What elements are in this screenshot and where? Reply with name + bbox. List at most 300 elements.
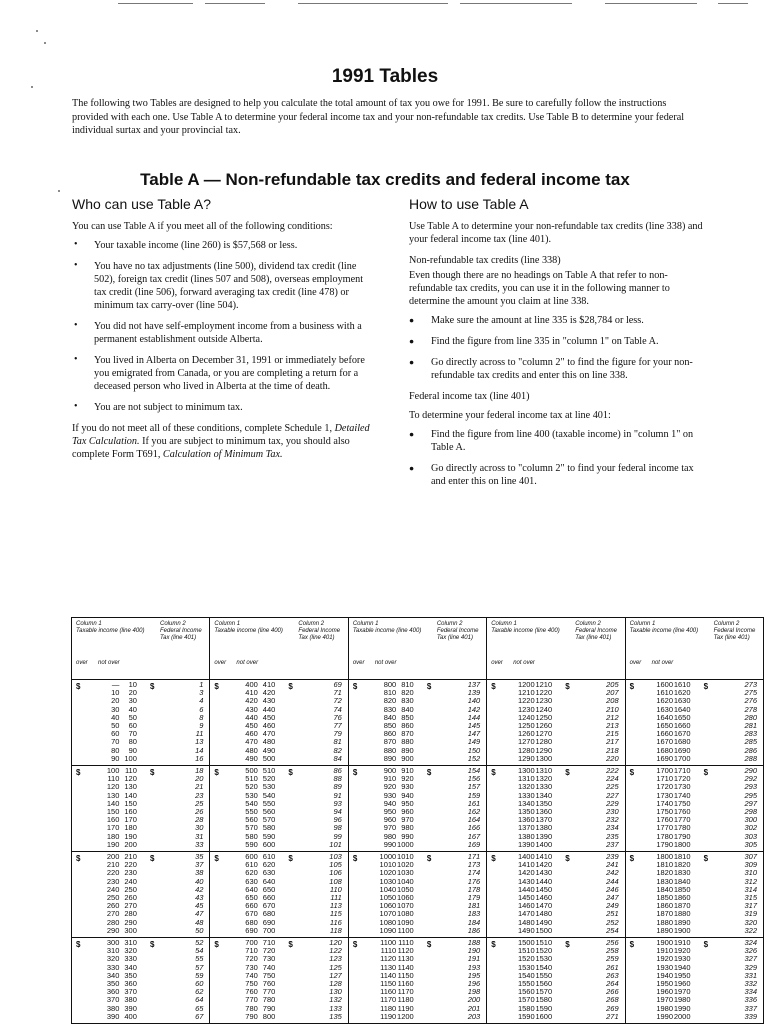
- income-not-over-cell: 1700: [673, 753, 693, 763]
- income-not-over-cell: 1260: [535, 720, 554, 730]
- income-not-over-cell: 440: [262, 704, 277, 714]
- table-row: [210, 792, 347, 800]
- income-over-cell: 1460: [517, 901, 535, 911]
- income-not-over-cell: 730: [262, 954, 277, 964]
- federal-tax-cell: 317: [744, 901, 758, 911]
- currency-sign: $: [491, 940, 496, 949]
- federal-tax-cell: 280: [744, 712, 758, 722]
- income-not-over-cell: 1060: [397, 892, 416, 902]
- federal-tax-cell: 152: [467, 753, 481, 763]
- federal-tax-cell: 322: [744, 925, 758, 935]
- income-over-cell: 250: [106, 892, 120, 902]
- income-over-cell: 1050: [379, 892, 397, 902]
- income-not-over-cell: 370: [124, 987, 139, 997]
- income-not-over-cell: 900: [401, 753, 416, 763]
- table-row: [487, 964, 624, 972]
- table-row: [210, 939, 347, 947]
- income-over-cell: 660: [245, 901, 258, 911]
- table-block: [487, 938, 624, 1024]
- income-not-over-cell: 1510: [535, 938, 554, 947]
- federal-tax-cell: 201: [467, 1003, 481, 1013]
- income-over-cell: 1560: [517, 987, 535, 997]
- not-over-label: not over: [651, 660, 674, 666]
- federal-tax-cell: 183: [467, 909, 481, 919]
- table-row: [487, 689, 624, 697]
- federal-tax-cell: 147: [467, 729, 481, 739]
- income-not-over-cell: 620: [262, 860, 277, 870]
- income-not-over-cell: 1070: [397, 901, 416, 911]
- income-over-cell: 280: [106, 917, 120, 927]
- table-row: [210, 747, 347, 755]
- income-over-cell: 900: [383, 766, 397, 775]
- table-row: [626, 927, 763, 935]
- federal-tax-cell: 14: [195, 745, 204, 755]
- income-over-cell: 860: [383, 729, 397, 739]
- table-row: [487, 706, 624, 714]
- income-not-over-cell: 1430: [535, 868, 554, 878]
- currency-sign: $: [150, 940, 155, 949]
- income-not-over-cell: 1210: [535, 680, 554, 689]
- federal-tax-cell: 81: [333, 737, 342, 747]
- table-row: [210, 824, 347, 832]
- federal-tax-cell: 88: [333, 774, 342, 784]
- federal-tax-cell: 47: [195, 909, 204, 919]
- block-rows: [210, 681, 347, 763]
- fed-heading: Federal income tax (line 401): [409, 391, 530, 402]
- income-not-over-cell: 1730: [673, 782, 693, 792]
- income-over-cell: 590: [245, 839, 258, 849]
- table-row: [210, 972, 347, 980]
- income-not-over-cell: 1650: [673, 712, 693, 722]
- table-row: [349, 939, 486, 947]
- table-row: [626, 747, 763, 755]
- federal-tax-cell: 303: [744, 831, 758, 841]
- income-over-cell: 1670: [656, 737, 674, 747]
- income-over-cell: 1170: [380, 995, 397, 1005]
- table-row: [72, 861, 209, 869]
- block-rows: [487, 939, 624, 1021]
- income-over-cell: 1600: [656, 680, 674, 689]
- federal-tax-cell: 18: [195, 766, 204, 775]
- table-row: [349, 816, 486, 824]
- table-row: [626, 841, 763, 849]
- income-over-cell: 1190: [380, 1011, 397, 1021]
- federal-tax-cell: 249: [606, 901, 619, 911]
- income-over-cell: 1320: [517, 782, 535, 792]
- income-over-cell: 190: [106, 839, 120, 849]
- over-label: over: [76, 660, 88, 666]
- income-not-over-cell: 300: [124, 925, 139, 935]
- federal-tax-cell: 106: [329, 868, 342, 878]
- table-row: [487, 775, 624, 783]
- block-rows: [210, 939, 347, 1021]
- federal-tax-cell: 128: [329, 978, 342, 988]
- table-row: [349, 714, 486, 722]
- federal-tax-cell: 52: [195, 938, 204, 947]
- income-over-cell: 610: [245, 860, 258, 870]
- who-can-use-section: [72, 198, 378, 467]
- income-over-cell: 120: [106, 782, 120, 792]
- table-row: [487, 919, 624, 927]
- income-over-cell: 850: [383, 720, 397, 730]
- federal-tax-cell: 161: [467, 798, 481, 808]
- column-2-header: [714, 621, 762, 642]
- federal-tax-cell: 144: [467, 712, 481, 722]
- income-not-over-cell: 980: [401, 823, 416, 833]
- income-over-cell: 560: [245, 815, 258, 825]
- currency-sign: $: [288, 854, 293, 863]
- income-not-over-cell: 100: [124, 753, 139, 763]
- federal-tax-cell: 266: [606, 987, 619, 997]
- table-row: [626, 964, 763, 972]
- income-over-cell: 1620: [656, 696, 674, 706]
- income-over-cell: 1610: [656, 688, 674, 698]
- table-row: [487, 927, 624, 935]
- federal-tax-cell: 162: [467, 806, 481, 816]
- federal-tax-cell: 288: [744, 753, 758, 763]
- federal-tax-cell: 176: [467, 876, 481, 886]
- income-over-cell: 1270: [517, 737, 535, 747]
- federal-tax-cell: 116: [329, 917, 342, 927]
- federal-tax-cell: 298: [744, 806, 758, 816]
- federal-tax-cell: 54: [195, 946, 204, 956]
- table-row: [487, 853, 624, 861]
- income-not-over-cell: 990: [401, 831, 416, 841]
- income-over-cell: 1360: [517, 815, 535, 825]
- income-not-over-cell: 250: [124, 884, 139, 894]
- table-row: [210, 689, 347, 697]
- income-over-cell: 780: [245, 1003, 258, 1013]
- income-not-over-cell: 570: [262, 815, 277, 825]
- table-block: [72, 680, 209, 766]
- federal-tax-cell: 268: [606, 995, 619, 1005]
- income-not-over-cell: 1010: [397, 852, 416, 861]
- income-not-over-cell: 1670: [673, 729, 693, 739]
- federal-tax-cell: 74: [333, 704, 342, 714]
- table-row: [626, 722, 763, 730]
- income-not-over-cell: 320: [124, 946, 139, 956]
- income-not-over-cell: 580: [262, 823, 277, 833]
- income-not-over-cell: 840: [401, 704, 416, 714]
- federal-tax-cell: 6: [199, 704, 204, 714]
- table-row: [349, 894, 486, 902]
- federal-tax-cell: 300: [744, 815, 758, 825]
- income-over-cell: 830: [383, 704, 397, 714]
- table-row: [349, 988, 486, 996]
- income-not-over-cell: 60: [128, 720, 139, 730]
- table-row: [210, 730, 347, 738]
- income-not-over-cell: 770: [262, 987, 277, 997]
- column-group-header: [349, 618, 486, 680]
- how-to-use-section: [409, 198, 705, 496]
- table-row: [626, 861, 763, 869]
- income-not-over-cell: 1660: [673, 720, 693, 730]
- income-over-cell: 910: [383, 774, 397, 784]
- table-row: [72, 988, 209, 996]
- income-over-cell: 160: [106, 815, 120, 825]
- column-2-desc: Federal Income Tax (line 401): [298, 628, 341, 641]
- column-1-label: Column 1: [352, 621, 379, 627]
- federal-tax-cell: 290: [744, 766, 758, 775]
- income-over-cell: 510: [245, 774, 258, 784]
- currency-sign: $: [150, 768, 155, 777]
- federal-tax-cell: 111: [330, 892, 342, 902]
- income-not-over-cell: 940: [401, 790, 416, 800]
- income-over-cell: 1960: [656, 987, 674, 997]
- column-2-label: Column 2: [713, 621, 740, 627]
- federal-tax-cell: 293: [744, 782, 758, 792]
- federal-tax-cell: 190: [467, 946, 481, 956]
- table-row: [626, 714, 763, 722]
- not-over-label: not over: [374, 660, 397, 666]
- condition-item: • You did not have self-employment income from a business with a permanent establishment outside Alberta.: [72, 320, 378, 346]
- federal-tax-cell: 164: [467, 815, 481, 825]
- income-not-over-cell: 1500: [535, 925, 554, 935]
- federal-tax-cell: 59: [195, 970, 204, 980]
- table-row: [487, 816, 624, 824]
- table-row: [487, 808, 624, 816]
- federal-tax-cell: 329: [744, 962, 758, 972]
- income-not-over-cell: 1410: [535, 852, 554, 861]
- income-over-cell: 720: [245, 954, 258, 964]
- table-row: [626, 947, 763, 955]
- currency-sign: $: [491, 768, 496, 777]
- federal-tax-cell: 336: [744, 995, 758, 1005]
- table-block: [626, 938, 763, 1024]
- income-over-cell: 690: [245, 925, 258, 935]
- federal-tax-cell: 103: [329, 852, 342, 861]
- income-not-over-cell: 1340: [535, 790, 554, 800]
- federal-tax-cell: 337: [744, 1003, 758, 1013]
- federal-tax-cell: 193: [467, 962, 481, 972]
- currency-sign: $: [288, 768, 293, 777]
- federal-tax-cell: 241: [606, 860, 619, 870]
- income-not-over-cell: 590: [262, 831, 277, 841]
- fed-step: ● Go directly across to "column 2" to find your federal income tax and enter this on line 401.: [409, 462, 705, 488]
- federal-tax-cell: 108: [329, 876, 342, 886]
- closing-form-name: Calculation of Minimum Tax.: [162, 449, 283, 460]
- block-rows: [210, 853, 347, 935]
- table-row: [210, 1005, 347, 1013]
- federal-tax-cell: 263: [606, 970, 619, 980]
- income-over-cell: 110: [107, 774, 120, 784]
- income-not-over-cell: 1150: [397, 970, 416, 980]
- credits-lead: Even though there are no headings on Table A that refer to non-refundable tax credits, you can use it in the following manner to determine the amount you claim at line 338.: [409, 270, 670, 307]
- table-row: [210, 919, 347, 927]
- income-over-cell: 810: [383, 688, 397, 698]
- federal-tax-cell: 200: [467, 995, 481, 1005]
- income-not-over-cell: 510: [262, 766, 277, 775]
- table-row: [349, 980, 486, 988]
- table-row: [210, 927, 347, 935]
- federal-tax-cell: 122: [329, 946, 342, 956]
- federal-tax-cell: 26: [195, 806, 204, 816]
- table-row: [210, 697, 347, 705]
- column-group-header: [210, 618, 347, 680]
- currency-sign: $: [352, 940, 358, 949]
- condition-item: • Your taxable income (line 260) is $57,568 or less.: [72, 239, 378, 252]
- income-not-over-cell: 1570: [535, 987, 554, 997]
- income-not-over-cell: 1350: [535, 798, 554, 808]
- table-row: [349, 755, 486, 763]
- column-2-desc: Federal Income Tax (line 401): [713, 628, 756, 641]
- income-over-cell: 100: [106, 766, 120, 775]
- income-not-over-cell: 680: [262, 909, 277, 919]
- table-row: [72, 808, 209, 816]
- scan-artifact-line: [118, 3, 193, 4]
- federal-tax-cell: 79: [333, 729, 342, 739]
- table-block: [72, 938, 209, 1024]
- column-group-header: [72, 618, 209, 680]
- table-row: [487, 824, 624, 832]
- table-column-group: [626, 618, 764, 1024]
- income-over-cell: 360: [106, 987, 120, 997]
- column-group-header: [487, 618, 624, 680]
- income-not-over-cell: 1120: [397, 946, 416, 956]
- federal-tax-cell: 307: [744, 852, 758, 861]
- table-row: [210, 886, 347, 894]
- table-row: [210, 878, 347, 886]
- income-over-cell: 330: [106, 962, 120, 972]
- income-over-cell: 770: [245, 995, 258, 1005]
- income-not-over-cell: 480: [262, 737, 277, 747]
- column-2-header: [437, 621, 485, 642]
- federal-tax-cell: 50: [195, 925, 204, 935]
- currency-sign: $: [703, 768, 709, 777]
- currency-sign: $: [426, 682, 432, 691]
- federal-tax-cell: 21: [195, 782, 204, 792]
- income-not-over-cell: 1560: [535, 978, 554, 988]
- income-not-over-cell: 970: [401, 815, 416, 825]
- table-column-group: [487, 618, 625, 1024]
- table-row: [487, 730, 624, 738]
- federal-tax-cell: 195: [467, 970, 481, 980]
- table-row: [626, 980, 763, 988]
- income-over-cell: 1450: [517, 892, 535, 902]
- table-a-title: Table A — Non-refundable tax credits and federal income tax: [140, 170, 630, 189]
- income-over-cell: 140: [106, 798, 120, 808]
- federal-tax-cell: 230: [606, 806, 619, 816]
- income-not-over-cell: 700: [262, 925, 277, 935]
- income-over-cell: 880: [383, 745, 397, 755]
- income-not-over-cell: 1310: [535, 766, 554, 775]
- table-row: [349, 775, 486, 783]
- income-over-cell: 1630: [656, 704, 674, 714]
- federal-tax-cell: 220: [606, 753, 619, 763]
- table-row: [72, 783, 209, 791]
- income-over-cell: 1440: [517, 884, 535, 894]
- currency-sign: $: [491, 682, 496, 691]
- table-row: [487, 878, 624, 886]
- income-not-over-cell: 490: [262, 745, 277, 755]
- table-row: [626, 706, 763, 714]
- table-block: [626, 680, 763, 766]
- federal-tax-cell: 207: [606, 688, 619, 698]
- income-over-cell: 1580: [517, 1003, 535, 1013]
- income-not-over-cell: 360: [124, 978, 139, 988]
- federal-tax-cell: 132: [329, 995, 342, 1005]
- federal-tax-cell: 43: [195, 892, 204, 902]
- income-over-cell: 1380: [517, 831, 535, 841]
- federal-tax-cell: 38: [195, 868, 204, 878]
- federal-tax-cell: 142: [467, 704, 481, 714]
- column-2-desc: Federal Income Tax (line 401): [436, 628, 479, 641]
- table-row: [210, 861, 347, 869]
- table-block: [487, 680, 624, 766]
- table-row: [210, 681, 347, 689]
- income-over-cell: 1200: [517, 680, 535, 689]
- income-not-over-cell: 670: [262, 901, 277, 911]
- income-over-cell: 1570: [517, 995, 535, 1005]
- table-row: [210, 1013, 347, 1021]
- income-over-cell: 1210: [517, 688, 535, 698]
- table-row: [210, 996, 347, 1004]
- federal-tax-cell: 20: [195, 774, 204, 784]
- income-over-cell: 1000: [379, 852, 397, 861]
- income-not-over-cell: 660: [262, 892, 277, 902]
- income-not-over-cell: 1870: [673, 901, 693, 911]
- income-over-cell: 1820: [656, 868, 674, 878]
- federal-tax-cell: 247: [606, 892, 619, 902]
- income-over-cell: 1870: [656, 909, 674, 919]
- income-not-over-cell: 1020: [397, 860, 416, 870]
- income-over-cell: 940: [383, 798, 397, 808]
- income-over-cell: 20: [111, 696, 120, 706]
- table-row: [72, 910, 209, 918]
- income-not-over-cell: 1110: [398, 938, 416, 947]
- income-not-over-cell: 1790: [673, 831, 693, 841]
- income-not-over-cell: 180: [124, 823, 139, 833]
- federal-tax-cell: 62: [195, 987, 204, 997]
- table-block: [349, 938, 486, 1024]
- income-over-cell: 600: [245, 852, 258, 861]
- federal-tax-cell: 45: [195, 901, 204, 911]
- column-1-header: [353, 621, 423, 635]
- table-row: [349, 722, 486, 730]
- table-row: [626, 1005, 763, 1013]
- income-over-cell: 410: [245, 688, 258, 698]
- income-over-cell: 400: [245, 680, 258, 689]
- table-row: [349, 1005, 486, 1013]
- table-row: [349, 861, 486, 869]
- income-not-over-cell: 390: [124, 1003, 139, 1013]
- federal-tax-cell: 191: [467, 954, 481, 964]
- table-row: [349, 972, 486, 980]
- currency-sign: $: [288, 682, 293, 691]
- federal-tax-cell: 71: [333, 688, 342, 698]
- federal-tax-cell: 3: [199, 688, 204, 698]
- table-row: [626, 902, 763, 910]
- income-over-cell: 1470: [517, 909, 535, 919]
- federal-tax-cell: 76: [333, 712, 342, 722]
- income-over-cell: 1860: [656, 901, 674, 911]
- income-over-cell: 1480: [517, 917, 535, 927]
- table-row: [626, 767, 763, 775]
- federal-tax-cell: 218: [606, 745, 619, 755]
- table-row: [72, 947, 209, 955]
- table-row: [210, 755, 347, 763]
- income-over-cell: 1110: [380, 946, 397, 956]
- federal-tax-cell: 315: [744, 892, 758, 902]
- table-row: [72, 816, 209, 824]
- who-closing: [72, 422, 378, 461]
- federal-tax-cell: 198: [467, 987, 481, 997]
- income-not-over-cell: 1680: [673, 737, 693, 747]
- federal-tax-cell: 305: [744, 839, 758, 849]
- income-not-over-cell: 230: [124, 868, 139, 878]
- table-row: [72, 767, 209, 775]
- federal-tax-cell: 140: [467, 696, 481, 706]
